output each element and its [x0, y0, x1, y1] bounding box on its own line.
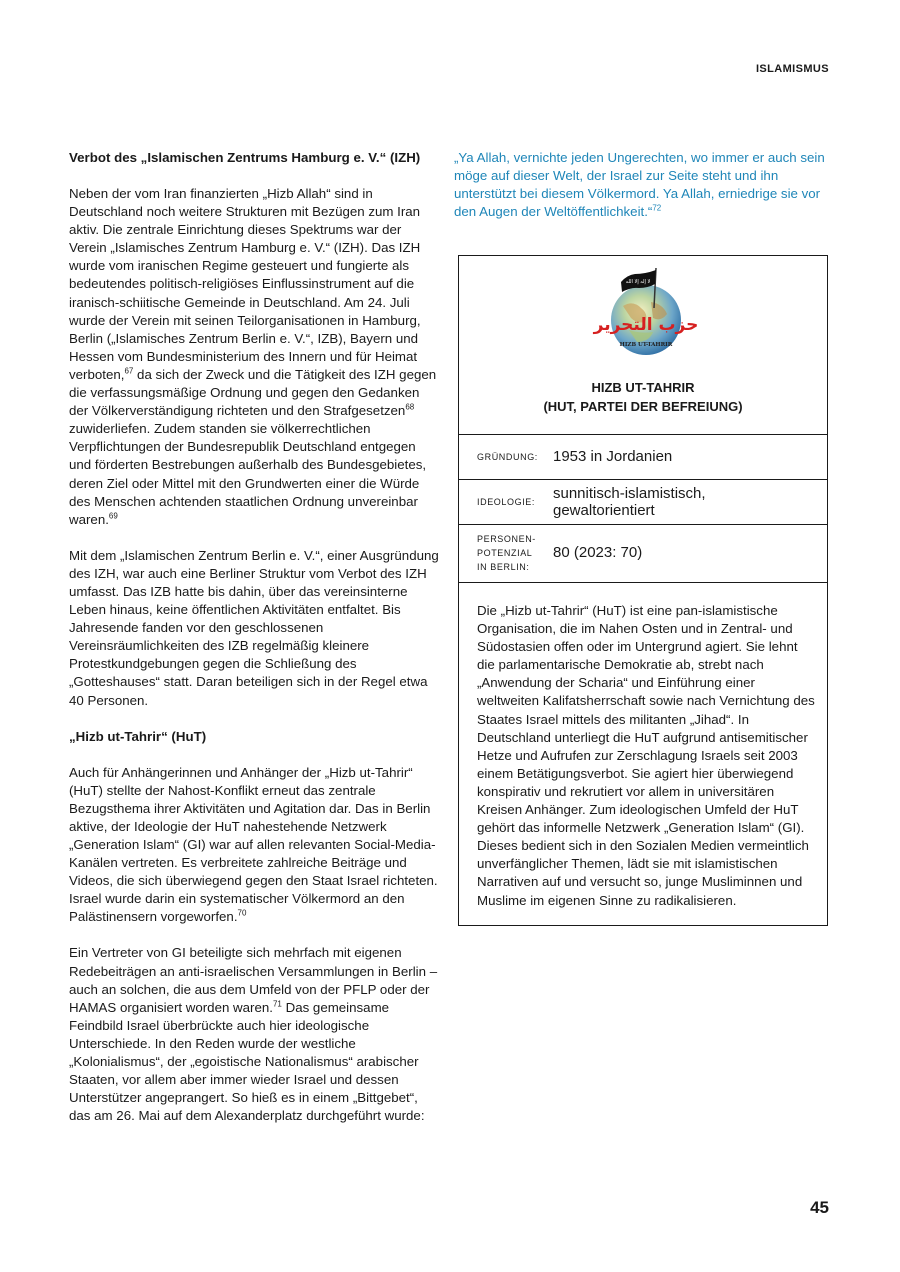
section-heading-hut: „Hizb ut-Tahrir“ (HuT): [69, 728, 207, 744]
organization-title-line1: HIZB UT-TAHRIR: [591, 380, 695, 395]
organization-title: [459, 378, 827, 416]
organization-title-line2: (HUT, PARTEI DER BEFREIUNG): [543, 399, 743, 414]
section-heading-izh: Verbot des „Islamischen Zentrums Hamburg e. V.“ (IZH): [69, 150, 421, 165]
left-column: [69, 149, 441, 1143]
paragraph-izb: Mit dem „Islamischen Zentrum Berlin e. V.“, einer Ausgründung des IZH, war auch eine Berliner Struktur vom Verbot des IZH umfasst. Das IZB hatte bis dahin, über das vereinsinterne Leben hinaus, keine öffentlichen Aktivitäten entfaltet. Bis Jahresende fanden vor den geschlossenen Vereinsräumlichkeiten des IZB regelmäßig kleinere Protestkundgebungen gegen die Schließung des „Gotteshauses“ statt. Daran beteiligen sich in der Regel etwa 40 Personen.: [69, 547, 439, 708]
page-number: 45: [810, 1198, 829, 1217]
footnote-ref-67[interactable]: 67: [124, 366, 134, 376]
globe-flag-logo-icon: [593, 262, 699, 358]
footnote-ref-72[interactable]: 72: [652, 203, 662, 213]
organization-description: Die „Hizb ut-Tahrir“ (HuT) ist eine pan-islamistische Organisation, die im Nahen Osten und in Zentral- und Südostasien offen oder im Untergrund agiert. Sie lehnt die parlamentarische Demokratie ab, strebt nach „Anwendung der Scharia“ und Einführung einer weltweiten Kalifatsherrschaft sowie nach Vernichtung des Staates Israel mittels des militanten „Jihad“. In Deutschland unterliegt die HuT aufgrund antisemitischer Hetze und Aufrufen zur Zerschlagung Israels seit 2003 einem Betätigungsverbot. Sie agiert hier überwiegend konspirativ und rekrutiert vor allem in universitären Kreisen Anhänger. Zum ideologischen Umfeld der HuT gehört das informelle Netzwerk „Generation Islam“ (GI). Dieses bedient sich in den Sozialen Medien vermeintlich unverfänglicher Themen, lädt sie mit islamistischen Narrativen auf und versucht so, junge Musliminnen und Muslime im eigenen Sinne zu radikalisieren.: [477, 603, 815, 908]
hut-logo: [593, 262, 699, 358]
footnote-ref-71[interactable]: 71: [272, 999, 282, 1009]
prayer-quote: „Ya Allah, vernichte jeden Ungerechten, wo immer er auch sein möge auf dieser Welt, der Israel zur Seite steht und ihn unterstützt bei diesem Völkermord. Ya Allah, erniedrige sie vor den Augen der Weltöffentlichkeit.“$^{72}$: [454, 150, 825, 220]
section-header-label: ISLAMISMUS: [755, 63, 829, 75]
fact-row-ideology: [459, 479, 827, 524]
organization-info-box: [458, 255, 828, 926]
paragraph-hut-agitation: Auch für Anhängerinnen und Anhänger der „Hizb ut-Tahrir“ (HuT) stellte der Nahost-Konflikt erneut das zentrale Bezugsthema ihrer Aktivitäten und Agitation dar. Das in Berlin aktive, der Ideologie der HuT nahestehende Netzwerk „Generation Islam“ (GI) war auf allen relevanten Social-Media-Kanälen vertreten. Es verbreitete zahlreiche Beiträge und Videos, die sich überwiegend gegen den Staat Israel richteten. Israel wurde darin ein systematischer Völkermord an den Palästinensern vorgeworfen.$^{70}$: [69, 764, 438, 925]
footnote-ref-69[interactable]: 69: [108, 511, 118, 521]
fact-value-founding: 1953 in Jordanien: [553, 448, 673, 465]
paragraph-gi-speeches: Ein Vertreter von GI beteiligte sich mehrfach mit eigenen Redebeiträgen an anti-israelischen Versammlungen in Berlin – auch an solchen, die aus dem Umfeld von der PFLP oder der HAMAS organisiert worden waren.$^{71}$ Das gemeinsame Feindbild Israel überbrückte auch hier ideologische Unterschiede. In den Reden wurde der westliche „Kolonialismus“, der „egoistische Nationalismus“ arabischer Staaten, vor allem aber immer wieder Israel und dessen Unterstützer angeprangert. So hieß es in einem „Bittgebet“, das am 26. Mai auf dem Alexanderplatz durchgeführt wurde:: [69, 945, 438, 1124]
fact-label-founding: GRÜNDUNG:: [477, 452, 538, 462]
svg-text:حزب التحرير: حزب التحرير: [593, 315, 699, 335]
fact-value-potential: 80 (2023: 70): [553, 544, 643, 561]
footnote-ref-70[interactable]: 70: [237, 908, 247, 918]
footnote-ref-68[interactable]: 68: [405, 402, 415, 412]
svg-text:HIZB UT-TAHRIR: HIZB UT-TAHRIR: [619, 342, 673, 348]
svg-text:لا إله إلا الله: لا إله إلا الله: [625, 279, 651, 285]
fact-label-ideology: IDEOLOGIE:: [477, 497, 536, 507]
paragraph-izh-ban: Neben der vom Iran finanzierten „Hizb Allah“ sind in Deutschland noch weitere Strukturen mit Bezügen zum Iran aktiv. Die zentrale Einrichtung dieses Spektrums war der Verein „Islamisches Zentrum Hamburg e. V.“ (IZH). Das IZH wurde vom iranischen Regime gesteuert und fungierte als bedeutendes politisch-religiöses Einflussinstrument auf die iranisch-schiitische Gemeinde in Deutschland. Am 24. Juli wurde der Verein mit seinen Teilorganisationen in Hamburg, Berlin („Islamisches Zentrum Berlin e. V.“, IZB), Bayern und Hessen vom Bundesministerium des Innern und für Heimat verboten,$^{67}$ da sich der Zweck und die Tätigkeit des IZH gegen die verfassungsmäßige Ordnung und gegen den Gedanken der Völkerverständigung richteten und den Strafgesetzen$^{68}$ zuwiderliefen. Zudem standen sie völkerrechtlichen Verpflichtungen der Bundesrepublik Deutschland entgegen und förderten Bestrebungen außerhalb des Bundesgebietes, deren Ziel oder Mittel mit den Grundwerten einer die Würde des Menschen achtenden staatlichen Ordnung unvereinbar waren.$^{69}$: [69, 186, 437, 527]
fact-row-potential: [459, 524, 827, 583]
fact-value-ideology: sunnitisch-islamistisch, gewaltorientiert: [553, 485, 706, 519]
fact-label-potential: PERSONEN- POTENZIAL IN BERLIN:: [477, 534, 536, 572]
fact-row-founding: [459, 434, 827, 479]
